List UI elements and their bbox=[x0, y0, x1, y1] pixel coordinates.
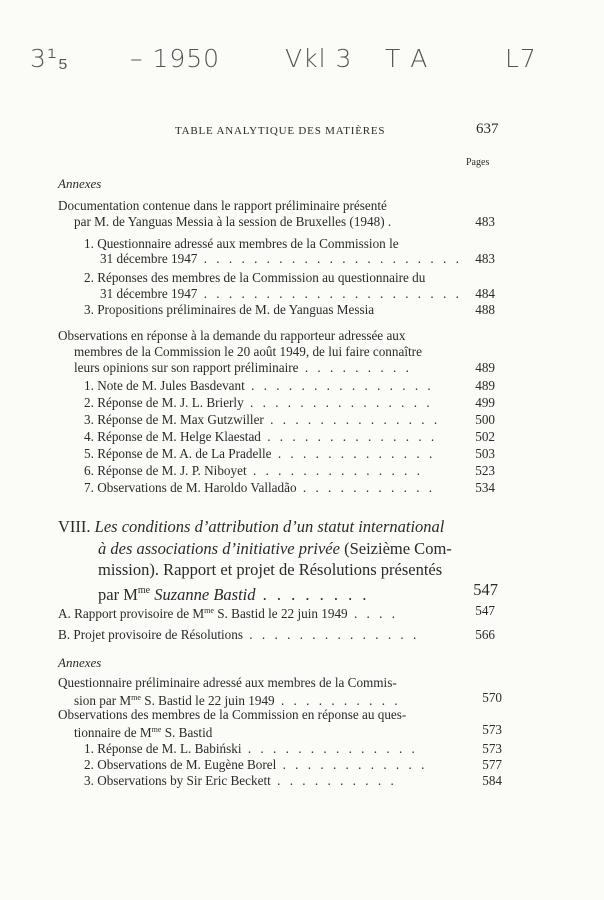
toc-page: 534 bbox=[475, 480, 495, 495]
toc-entry-obs-line2: membres de la Commission le 20 août 1949, de lui faire connaître bbox=[74, 344, 422, 359]
section-page: 547 bbox=[473, 580, 498, 599]
toc-entry-om-line1: Observations des membres de la Commission en réponse au ques- bbox=[58, 707, 407, 722]
toc-reply: 1. Note de M. Jules Basdevant . . . . . . . . . . . . . . . bbox=[84, 378, 434, 393]
toc-page: 488 bbox=[475, 302, 495, 317]
toc-entry-obs-line3: leurs opinions sur son rapport préliminaire . . . . . . . . . bbox=[74, 360, 412, 375]
pages-column-label: Pages bbox=[466, 157, 490, 168]
toc-page: 584 bbox=[482, 773, 502, 788]
handwritten-mark-c: Vkl 3 bbox=[285, 44, 353, 73]
toc-page: 566 bbox=[475, 627, 495, 642]
toc-page: 484 bbox=[475, 286, 495, 301]
section-heading-line1: VIII. Les conditions d’attribution d’un statut international bbox=[58, 517, 445, 536]
toc-page: 577 bbox=[482, 757, 502, 772]
handwritten-mark-b: – 1950 bbox=[130, 44, 221, 73]
toc-entry-r-line2: 31 décembre 1947 . . . . . . . . . . . . . . . . . . . . . bbox=[100, 286, 462, 301]
toc-page: 570 bbox=[482, 690, 502, 705]
toc-reply: 2. Observations de M. Eugène Borel . . . . . . . . . . . . bbox=[84, 757, 428, 772]
toc-entry-q-line1: 1. Questionnaire adressé aux membres de la Commission le bbox=[84, 236, 399, 251]
toc-entry-doc-line2: par M. de Yanguas Messia à la session de Bruxelles (1948) . bbox=[74, 214, 392, 229]
toc-entry-r-line1: 2. Réponses des membres de la Commission au questionnaire du bbox=[84, 270, 426, 285]
toc-entry-p: 3. Propositions préliminaires de M. de Yanguas Messia bbox=[84, 302, 375, 317]
toc-page: 523 bbox=[475, 463, 495, 478]
toc-page: 503 bbox=[475, 446, 495, 461]
toc-page: 573 bbox=[482, 741, 502, 756]
toc-entry-qp-line1: Questionnaire préliminaire adressé aux membres de la Commis- bbox=[58, 675, 397, 690]
toc-page: 573 bbox=[482, 722, 502, 737]
toc-page: 502 bbox=[475, 429, 495, 444]
toc-page: 499 bbox=[475, 395, 495, 410]
toc-page: 500 bbox=[475, 412, 495, 427]
toc-entry-qp-line2: sion par $M^{me}$ S. Bastid le 22 juin 1949 . . . . . . . . . . bbox=[74, 693, 401, 708]
toc-reply: 1. Réponse de M. L. Babiński . . . . . . . . . . . . . . bbox=[84, 741, 418, 756]
toc-page: 483 bbox=[475, 214, 495, 229]
toc-entry-obs-line1: Observations en réponse à la demande du rapporteur adressée aux bbox=[58, 328, 406, 343]
annexes-heading: Annexes bbox=[58, 655, 102, 670]
toc-entry-b: B. Projet provisoire de Résolutions . . . . . . . . . . . . . . bbox=[58, 627, 420, 642]
toc-page: 483 bbox=[475, 251, 495, 266]
toc-reply: 7. Observations de M. Haroldo Valladão . . . . . . . . . . . bbox=[84, 480, 436, 495]
toc-reply: 5. Réponse de M. A. de La Pradelle . . . . . . . . . . . . . bbox=[84, 446, 436, 461]
section-heading-line4: par $M^{me}$ Suzanne Bastid . . . . . . . . bbox=[98, 585, 370, 604]
toc-entry-a: A. Rapport provisoire de $M^{me}$ S. Bastid le 22 juin 1949 . . . . bbox=[58, 606, 399, 621]
toc-page: 489 bbox=[475, 378, 495, 393]
toc-reply: 3. Observations by Sir Eric Beckett . . . . . . . . . . bbox=[84, 773, 397, 788]
toc-reply: 6. Réponse de M. J. P. Niboyet . . . . . . . . . . . . . . bbox=[84, 463, 423, 478]
page-title: TABLE ANALYTIQUE DES MATIÈRES bbox=[175, 125, 386, 137]
page-number: 637 bbox=[476, 121, 499, 137]
section-heading-line3: mission). Rapport et projet de Résolutions présentés bbox=[98, 560, 443, 579]
handwritten-mark-a: 3¹₅ bbox=[30, 44, 69, 73]
toc-entry-q-line2: 31 décembre 1947 . . . . . . . . . . . . . . . . . . . . . bbox=[100, 251, 462, 266]
toc-reply: 3. Réponse de M. Max Gutzwiller . . . . . . . . . . . . . . bbox=[84, 412, 441, 427]
toc-reply: 4. Réponse de M. Helge Klaestad . . . . . . . . . . . . . . bbox=[84, 429, 438, 444]
toc-reply: 2. Réponse de M. J. L. Brierly . . . . . . . . . . . . . . . bbox=[84, 395, 433, 410]
handwritten-mark-d: T A bbox=[385, 44, 429, 73]
toc-entry-om-line2: tionnaire de $M^{me}$ S. Bastid bbox=[74, 725, 213, 740]
handwritten-mark-e: L7 bbox=[505, 44, 537, 73]
toc-page: 489 bbox=[475, 360, 495, 375]
toc-entry-doc-line1: Documentation contenue dans le rapport préliminaire présenté bbox=[58, 198, 387, 213]
section-heading-line2: à des associations d’initiative privée (Seizième Com- bbox=[98, 539, 452, 558]
toc-page: 547 bbox=[475, 603, 495, 618]
annexes-heading: Annexes bbox=[58, 176, 102, 191]
